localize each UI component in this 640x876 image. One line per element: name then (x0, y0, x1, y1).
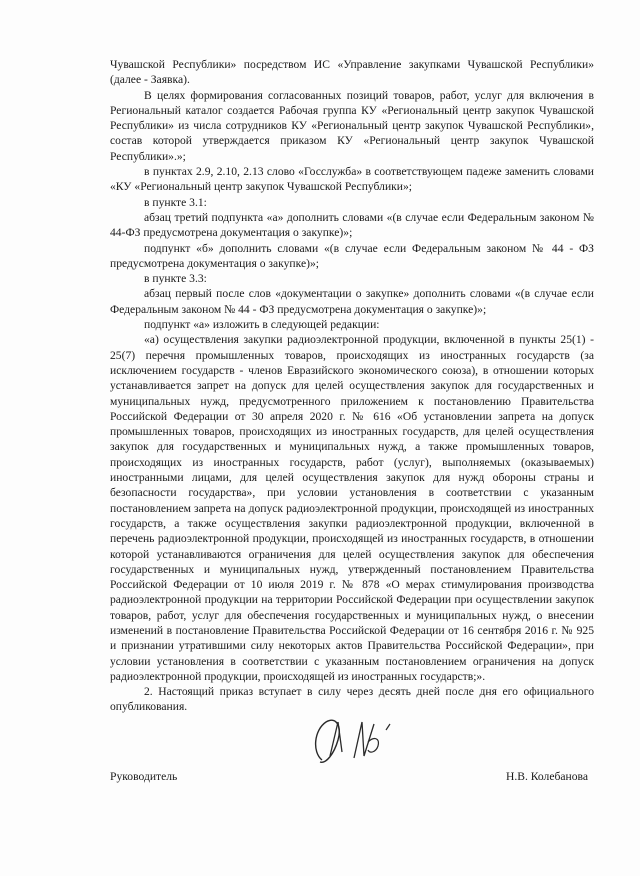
signatory-name: Н.В. Колебанова (505, 770, 588, 783)
paragraph-point-3-3-header: в пункте 3.3: (144, 272, 207, 286)
handwritten-signature (308, 712, 428, 774)
paragraph-point-3-1-a: абзац третий подпункта «а» дополнить словами «(в случае если Федеральным законом № 44-ФЗ предусмотрена документация о закупке)»; (110, 210, 594, 240)
signatory-role: Руководитель (110, 770, 178, 783)
signature-block (110, 769, 594, 789)
paragraph-points-2-9: в пунктах 2.9, 2.10, 2.13 слово «Госслужба» в соответствующем падеже заменить словами «КУ «Региональный центр закупок Чувашской Республики»; (110, 165, 594, 194)
paragraph-point-3-1-b: подпункт «б» дополнить словами «(в случае если Федеральным законом № 44 - ФЗ предусмотрена документация о закупке)»; (110, 241, 594, 270)
paragraph-continuation: Чувашской Республики» посредством ИС «Управление закупками Чувашской Республики» (далее - Заявка). (110, 58, 594, 87)
paragraph-working-group: В целях формирования согласованных позиций товаров, работ, услуг для включения в Региональный каталог создается Рабочая группа КУ «Региональный центр закупок Чувашской Республики» из числа сотрудников КУ «Региональный центр закупок Чувашской Республики», состав которой утверждается приказом КУ «Региональный центр закупок Чувашской Республики».»; (110, 88, 594, 163)
paragraph-effective-date: 2. Настоящий приказ вступает в силу через десять дней после дня его официального опубликования. (110, 685, 594, 714)
paragraph-point-3-1-header: в пункте 3.1: (144, 195, 207, 209)
paragraph-point-3-3-first: абзац первый после слов «документации о закупке» дополнить словами «(в случае если Федеральным законом № 44 - ФЗ предусмотрена документация о закупке)»; (110, 287, 594, 316)
paragraph-subpoint-a-text: «а) осуществления закупки радиоэлектронной продукции, включенной в пункты 25(1) - 25(7) перечня промышленных товаров, происходящих из иностранных государств (за исключением государств - членов Евразийского экономического союза), в отношении которых устанавливается запрет на допуск для целей осуществления закупок для государственных и муниципальных нужд, предусмотренного приложением к постановлению Правительства Российской Федерации от 30 апреля 2020 г. № 616 «Об установлении запрета на допуск промышленных товаров, происходящих из иностранных государств, для целей осуществления закупок для государственных и муниципальных нужд, а также промышленных товаров, происходящих из иностранных государств, работ (услуг), выполняемых (оказываемых) иностранными лицами, для целей осуществления закупок для нужд обороны страны и безопасности государства», при условии установления в соответствии с указанным постановлением запрета на допуск радиоэлектронной продукции, происходящей из иностранных государств, а также осуществления закупки радиоэлектронной продукции, включенной в перечень радиоэлектронной продукции, происходящей из иностранных государств, в отношении которой устанавливаются ограничения для целей осуществления закупок для обеспечения государственных и муниципальных нужд, утвержденный постановлением Правительства Российской Федерации от 10 июля 2019 г. № 878 «О мерах стимулирования производства радиоэлектронной продукции на территории Российской Федерации при осуществлении закупок товаров, работ, услуг для обеспечения государственных и муниципальных нужд, о внесении изменений в постановление Правительства Российской Федерации от 16 сентября 2016 г. № 925 и признании утратившими силу некоторых актов Правительства Российской Федерации», при условии установления в соответствии с указанным постановлением ограничения на допуск радиоэлектронной продукции, происходящей из иностранных государств;». (110, 333, 594, 683)
paragraph-subpoint-a-header: подпункт «а» изложить в следующей редакции: (144, 318, 380, 332)
document-body (110, 57, 594, 715)
